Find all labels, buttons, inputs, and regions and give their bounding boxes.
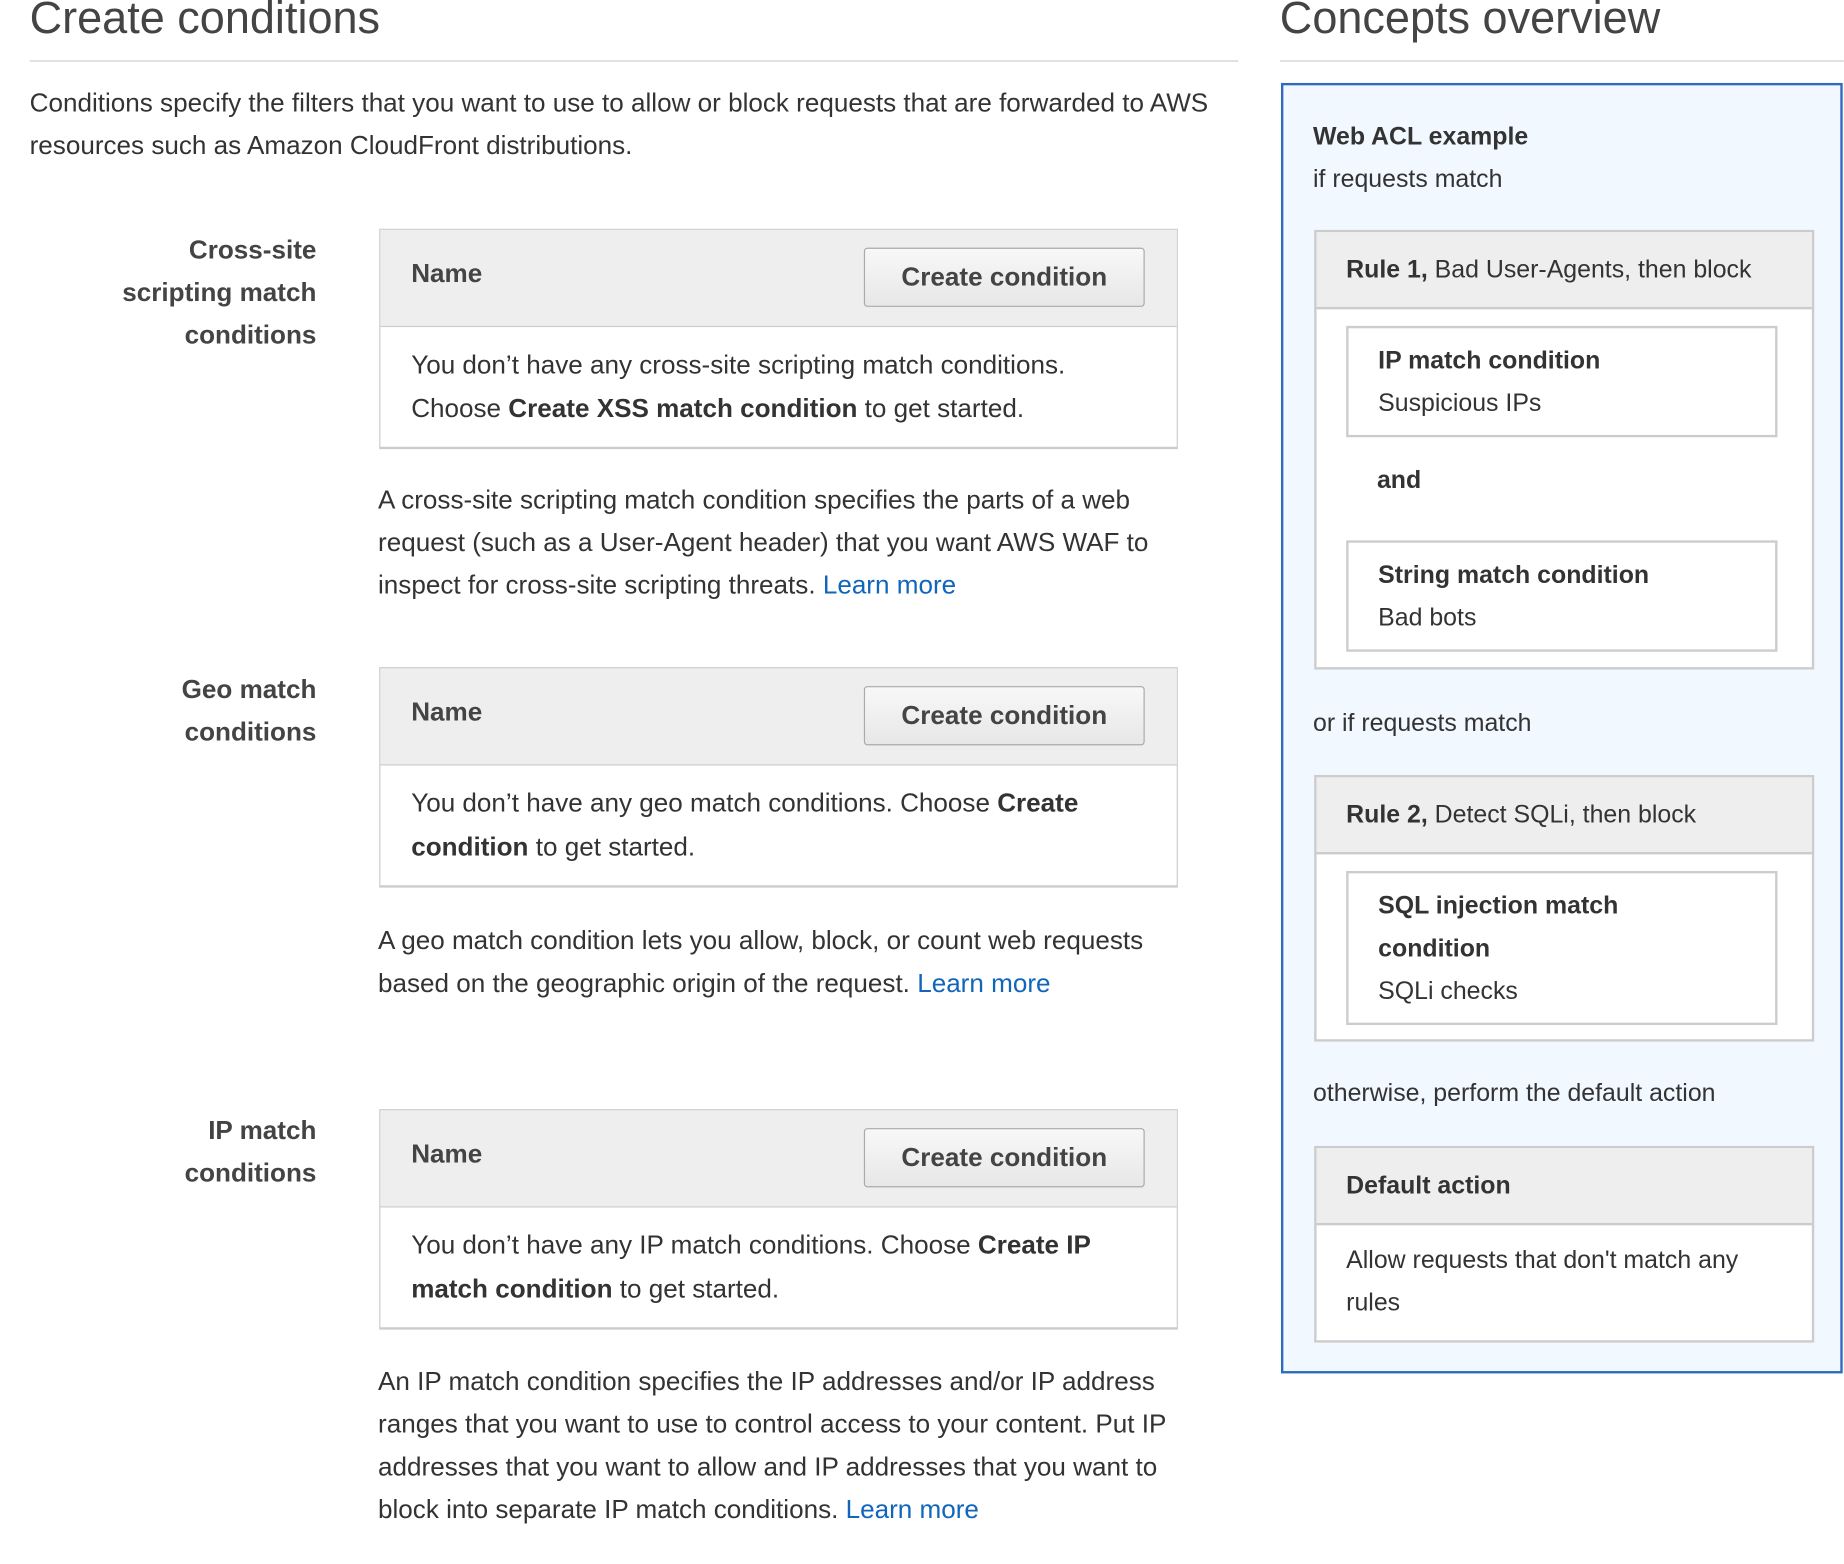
ip-description: An IP match condition specifies the IP addresses and/or IP address ranges that you want to use to control access to your content. Put IP addresses that you want to allow and IP addresses that you want to block into separate IP match conditions. Learn more — [378, 1366, 1166, 1524]
ip-section-label: IP match conditions — [184, 1115, 317, 1188]
default-action-text: Allow requests that don't match any rules — [1346, 1246, 1739, 1317]
column-header-name: Name — [411, 258, 483, 288]
rule-1-box — [1314, 230, 1814, 670]
geo-conditions-table — [379, 667, 1178, 887]
concepts-panel — [1281, 83, 1843, 1373]
default-action-header: Default action — [1317, 1148, 1812, 1225]
page-title: Create conditions — [29, 0, 381, 44]
xss-conditions-table — [379, 229, 1178, 449]
intro-text: Conditions specify the filters that you want to use to allow or block requests that are forwarded to AWS resources such as Amazon CloudFront distributions. — [29, 87, 1209, 160]
default-action-box — [1314, 1146, 1814, 1343]
string-match-condition-box: String match condition Bad bots — [1346, 540, 1777, 651]
column-header-name: Name — [411, 1138, 483, 1169]
create-geo-condition-button[interactable]: Create condition — [864, 686, 1145, 745]
column-header-name: Name — [411, 696, 483, 727]
concepts-divider — [1280, 60, 1844, 61]
geo-description: A geo match condition lets you allow, block, or count web requests based on the geographic origin of the request. Learn more — [378, 925, 1144, 998]
create-ip-condition-button[interactable]: Create condition — [864, 1128, 1145, 1187]
ip-match-condition-box: IP match condition Suspicious IPs — [1346, 326, 1777, 437]
geo-section-label: Geo match conditions — [181, 674, 317, 747]
title-divider — [30, 60, 1239, 61]
otherwise-text: otherwise, perform the default action — [1312, 1079, 1716, 1107]
concepts-title: Concepts overview — [1279, 0, 1661, 44]
xss-section-label: Cross-site scripting match conditions — [122, 234, 317, 350]
empty-message: You don’t have any cross-site scripting match conditions. Choose Create XSS match condition to get started. — [411, 349, 1066, 424]
example-title: Web ACL example — [1312, 123, 1529, 151]
ip-conditions-table — [379, 1109, 1178, 1329]
or-if-requests-match: or if requests match — [1312, 709, 1532, 738]
learn-more-link[interactable]: Learn more — [822, 569, 957, 600]
rule-2-box — [1314, 775, 1814, 1042]
rule-1-header: Rule 1, Bad User-Agents, then block — [1317, 232, 1812, 309]
and-label: and — [1376, 466, 1422, 495]
learn-more-link[interactable]: Learn more — [917, 968, 1051, 998]
sqli-condition-box: SQL injection match condition SQLi checks — [1346, 871, 1777, 1025]
create-xss-condition-button[interactable]: Create condition — [864, 248, 1145, 307]
empty-message: You don’t have any geo match conditions. Choose Create condition to get started. — [411, 788, 1079, 862]
empty-message: You don’t have any IP match conditions. Choose Create IP match condition to get started. — [411, 1230, 1091, 1304]
rule-2-header: Rule 2, Detect SQLi, then block — [1317, 777, 1812, 854]
xss-description: A cross-site scripting match condition specifies the parts of a web request (such as a User-Agent header) that you want AWS WAF to inspect for cross-site scripting threats. Learn more — [378, 484, 1149, 600]
if-requests-match: if requests match — [1312, 165, 1503, 194]
learn-more-link[interactable]: Learn more — [845, 1494, 979, 1524]
